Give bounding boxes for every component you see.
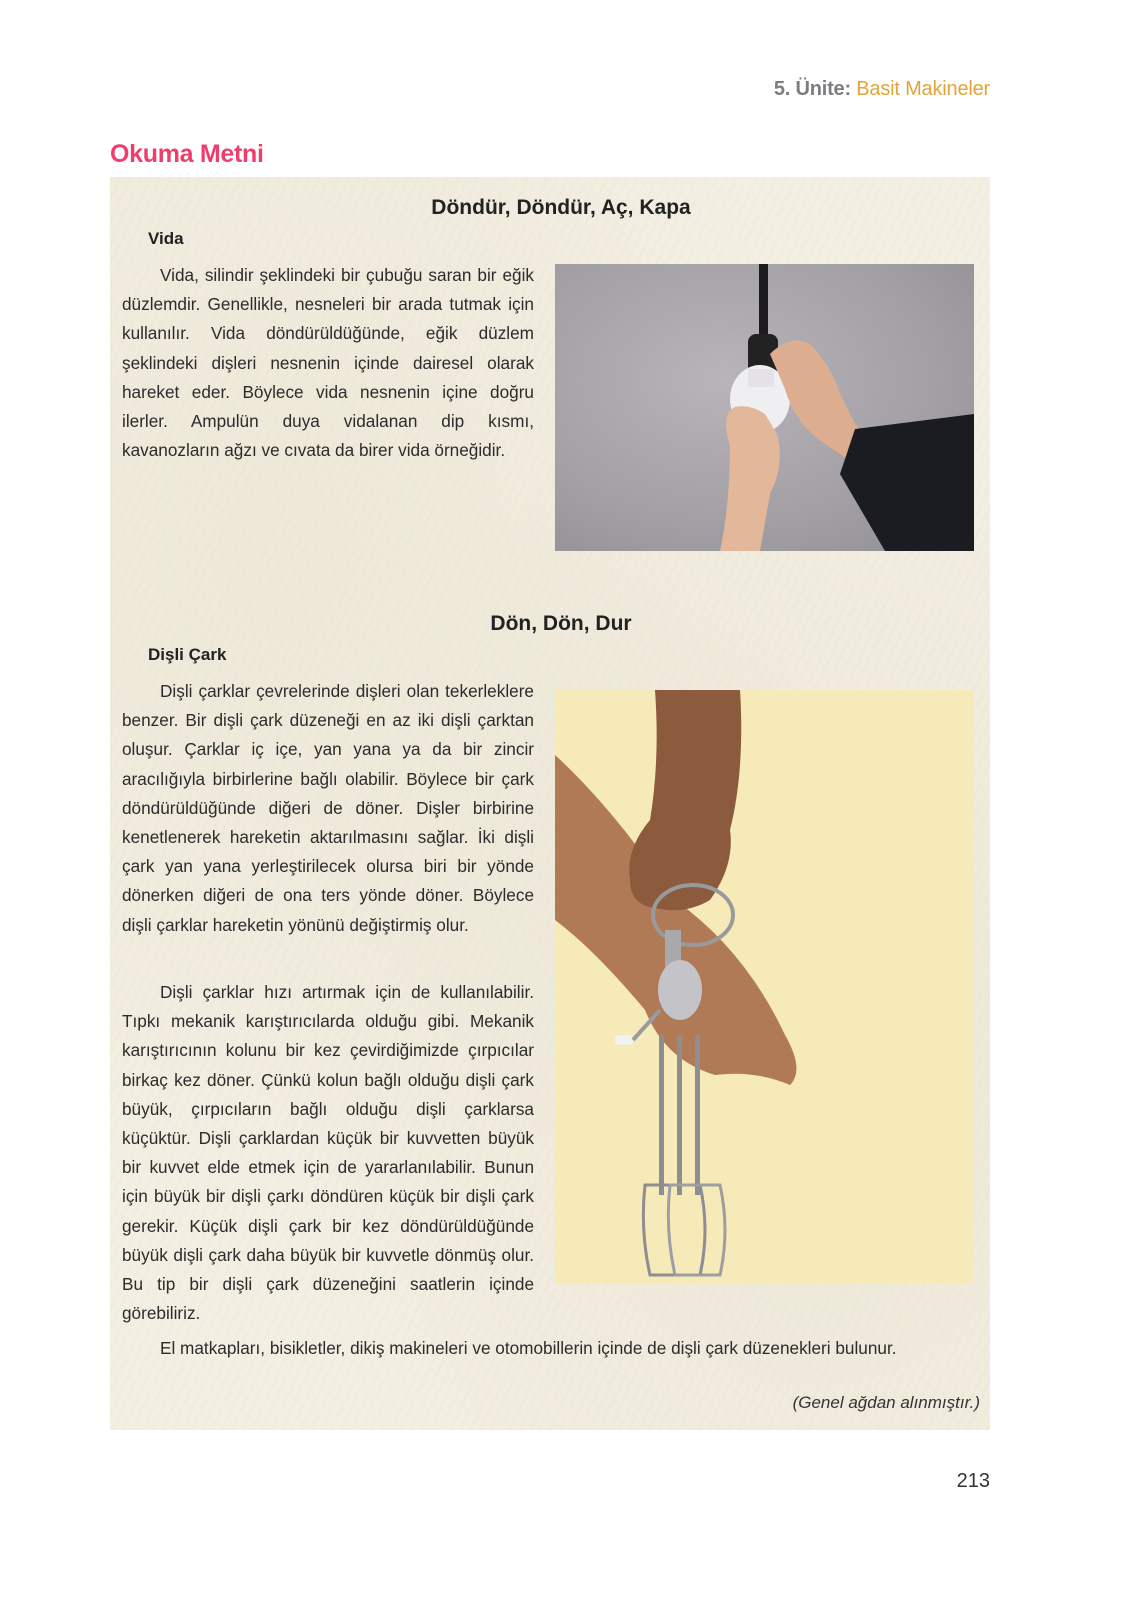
unit-number: 5. Ünite:: [773, 78, 851, 100]
paragraph-gear-2: Dişli çarklar hızı artırmak için de kullanılabilir. Tıpkı mekanik karıştırıcılarda olduğu gibi. Mekanik karıştırıcının kolunu bir kez çevirdiğimizde çırpıcılar birkaç kez döner. Çünkü kolun bağlı olduğu dişli çark büyük, çırpıcıların bağlı olduğu dişli çarklarsa küçüktür. Dişli çarklardan küçük bir kuvvetten büyük bir kuvvet elde etmek için de yararlanılabilir. Bunun için büyük bir dişli çarkı döndüren küçük bir dişli çark gerekir. Küçük dişli çark bir kez döndürüldüğünde büyük dişli çark daha büyük bir kuvvetle dönmüş olur. Bu tip bir dişli çark düzeneğini saatlerin içinde görebiliriz.: [122, 982, 534, 1324]
subheading-screw: Vida: [148, 229, 184, 248]
page-number: 213: [956, 1470, 990, 1492]
story-title-screw: Döndür, Döndür, Aç, Kapa: [431, 196, 691, 219]
subheading-gear: Dişli Çark: [148, 645, 227, 664]
unit-name: Basit Makineler: [850, 78, 990, 100]
hands-screwing-light-bulb-photo: [555, 264, 974, 551]
unit-header: [774, 78, 990, 101]
paragraph-gear-3: El matkapları, bisikletler, dikiş makineleri ve otomobillerin içinde de dişli çark düzenekleri bulunur.: [160, 1338, 897, 1358]
source-note: (Genel ağdan alınmıştır.): [792, 1393, 980, 1412]
egg-beater-illustration: [555, 690, 974, 1283]
section-title: Okuma Metni: [110, 140, 264, 168]
hand-crank-egg-beater-photo: [555, 690, 974, 1283]
paragraph-gear-1: Dişli çarklar çevrelerinde dişleri olan tekerleklere benzer. Bir dişli çark düzeneği en az iki dişli çarktan oluşur. Çarklar iç içe, yan yana ya da bir zincir aracılığıyla birbirlerine bağlı olabilir. Böylece bir çark döndürüldüğünde diğeri de döner. Dişler birbirine kenetlenerek hareketin aktarılmasını sağlar. İki dişli çark yan yana yerleştirilecek olursa biri bir yönde dönerken diğeri de ona ters yönde döner. Böylece dişli çarklar hareketin yönünü değiştirmiş olur.: [122, 681, 534, 935]
light-bulb-illustration: [555, 264, 974, 551]
paragraph-screw: Vida, silindir şeklindeki bir çubuğu saran bir eğik düzlemdir. Genellikle, nesneleri bir arada tutmak için kullanılır. Vida döndürüldüğünde, eğik düzlem şeklindeki dişleri nesnenin içinde dairesel olarak hareket eder. Böylece vida nesnenin içine doğru ilerler. Ampulün duya vidalanan dip kısmı, kavanozların ağzı ve cıvata da birer vida örneğidir.: [122, 265, 534, 461]
story-title-gear: Dön, Dön, Dur: [490, 612, 632, 635]
